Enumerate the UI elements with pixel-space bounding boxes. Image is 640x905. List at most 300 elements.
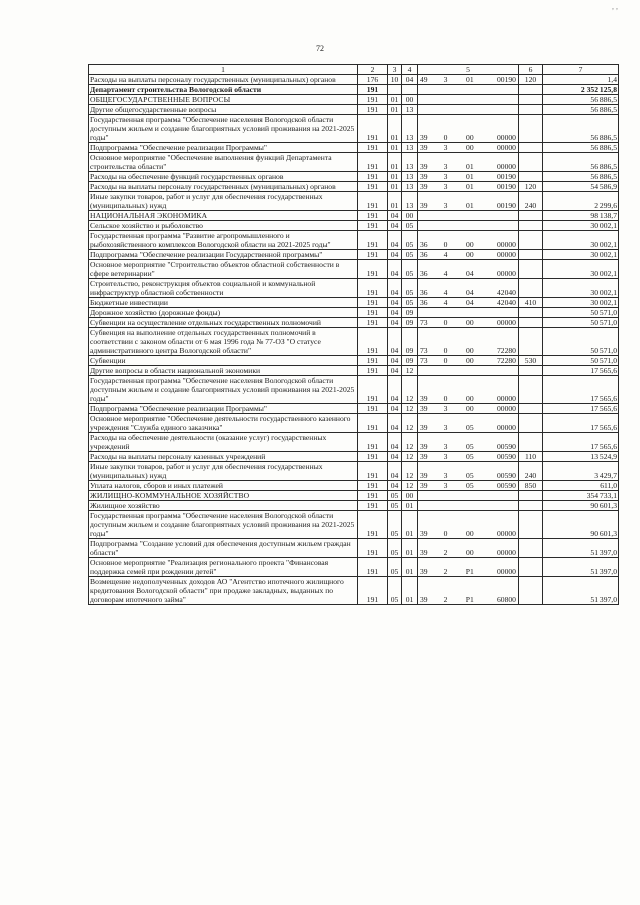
row-col-3: 10 [388, 75, 402, 85]
row-col-5 [418, 433, 519, 452]
row-col-5 [418, 172, 519, 182]
row-col-5 [418, 558, 519, 577]
target-code-part: 05 [466, 452, 474, 461]
target-code-part: 3 [443, 404, 448, 413]
row-col-3: 04 [388, 481, 402, 491]
row-col-5 [418, 539, 519, 558]
target-code-part: 00000 [496, 567, 516, 576]
row-col-3: 01 [388, 143, 402, 153]
row-col-5 [418, 511, 519, 539]
row-col-3: 04 [388, 250, 402, 260]
row-col-6 [519, 172, 543, 182]
table-row [89, 153, 619, 172]
table-row [89, 511, 619, 539]
target-code [418, 442, 518, 451]
row-col-7: 13 524,9 [543, 452, 619, 462]
target-code-part: 00190 [496, 182, 516, 191]
target-code-part: 39 [420, 423, 428, 432]
page-number: 72 [316, 44, 324, 53]
row-col-3: 04 [388, 308, 402, 318]
row-col-3: 04 [388, 298, 402, 308]
table-row [89, 404, 619, 414]
target-code-part: 3 [443, 172, 448, 181]
row-col-6: 850 [519, 481, 543, 491]
row-col-4: 00 [402, 491, 418, 501]
target-code-part: 49 [420, 75, 428, 84]
row-col-4: 13 [402, 192, 418, 211]
row-col-7: 30 002,1 [543, 279, 619, 298]
target-code-part: 3 [443, 442, 448, 451]
target-code [418, 298, 518, 307]
table-row [89, 105, 619, 115]
target-code-part: 00 [466, 346, 474, 355]
row-col-2: 191 [358, 279, 388, 298]
row-col-6: 530 [519, 356, 543, 366]
row-col-2: 176 [358, 75, 388, 85]
row-col-5 [418, 192, 519, 211]
row-name: Расходы на выплаты персоналу казенных учреждений [89, 452, 358, 462]
table-row [89, 462, 619, 481]
target-code-part: 3 [443, 471, 448, 480]
target-code-part: 00190 [496, 201, 516, 210]
table-body [89, 65, 619, 605]
row-col-7: 17 565,6 [543, 414, 619, 433]
row-col-5 [418, 318, 519, 328]
target-code-part: 36 [420, 250, 428, 259]
row-col-5 [418, 153, 519, 172]
target-code [418, 346, 518, 355]
target-code-part: 3 [443, 481, 448, 490]
row-col-2: 191 [358, 95, 388, 105]
row-col-2: 191 [358, 221, 388, 231]
target-code-part: 00 [466, 394, 474, 403]
table-row [89, 211, 619, 221]
target-code [418, 240, 518, 249]
target-code-part: 73 [420, 356, 428, 365]
target-code-part: 00000 [496, 529, 516, 538]
row-name: Бюджетные инвестиции [89, 298, 358, 308]
target-code [418, 143, 518, 152]
row-col-4: 13 [402, 115, 418, 143]
row-name: Основное мероприятие "Обеспечение выполнения функций Департамента строительства области" [89, 153, 358, 172]
row-col-7: 354 733,1 [543, 491, 619, 501]
row-name: Иные закупки товаров, работ и услуг для обеспечения государственных (муниципальных) нужд [89, 192, 358, 211]
row-col-7: 56 886,5 [543, 115, 619, 143]
row-col-7: 611,0 [543, 481, 619, 491]
row-col-4: 05 [402, 231, 418, 250]
row-col-5 [418, 105, 519, 115]
row-col-5 [418, 85, 519, 95]
target-code-part: 0 [443, 356, 448, 365]
table-row [89, 143, 619, 153]
row-col-6 [519, 221, 543, 231]
row-col-4: 05 [402, 221, 418, 231]
target-code-part: 39 [420, 201, 428, 210]
row-name: Подпрограмма "Создание условий для обеспечения доступным жильем граждан области" [89, 539, 358, 558]
target-code-part: 4 [443, 269, 448, 278]
row-col-2: 191 [358, 501, 388, 511]
header-col-7: 7 [543, 65, 619, 75]
row-name: Основное мероприятие "Обеспечение деятельности государственного казенного учреждения "Служба единого заказчика" [89, 414, 358, 433]
target-code-part: 00000 [496, 318, 516, 327]
target-code-part: 39 [420, 529, 428, 538]
row-name: Строительство, реконструкция объектов социальной и коммунальной инфраструктур областной собственности [89, 279, 358, 298]
target-code [418, 548, 518, 557]
row-col-4: 01 [402, 558, 418, 577]
target-code-part: 4 [443, 250, 448, 259]
target-code-part: 39 [420, 162, 428, 171]
target-code-part: 2 [443, 595, 448, 604]
target-code [418, 595, 518, 604]
target-code-part: 05 [466, 423, 474, 432]
row-col-6 [519, 260, 543, 279]
table-row [89, 182, 619, 192]
table-row [89, 481, 619, 491]
row-col-2: 191 [358, 260, 388, 279]
target-code-part: 39 [420, 471, 428, 480]
row-col-7: 1,4 [543, 75, 619, 85]
row-col-3: 04 [388, 356, 402, 366]
row-col-4: 12 [402, 404, 418, 414]
row-name: Основное мероприятие "Строительство объектов областной собственности в сфере ветеринарии" [89, 260, 358, 279]
row-col-7: 56 886,5 [543, 153, 619, 172]
target-code-part: 39 [420, 404, 428, 413]
row-col-5 [418, 250, 519, 260]
target-code-part: 00000 [496, 548, 516, 557]
table-row [89, 577, 619, 605]
row-col-3: 05 [388, 558, 402, 577]
target-code [418, 288, 518, 297]
row-col-2: 191 [358, 298, 388, 308]
row-col-6 [519, 501, 543, 511]
row-col-2: 191 [358, 452, 388, 462]
target-code-part: P1 [465, 595, 474, 604]
row-col-6 [519, 577, 543, 605]
row-col-5 [418, 231, 519, 250]
target-code [418, 250, 518, 259]
row-name: Возмещение недополученных доходов АО "Агентство ипотечного жилищного кредитования Вологодской области" при продаже закладных, выданных по договорам ипотечного займа" [89, 577, 358, 605]
row-col-4: 05 [402, 298, 418, 308]
row-col-6 [519, 153, 543, 172]
row-col-7: 50 571,0 [543, 328, 619, 356]
row-col-7: 30 002,1 [543, 250, 619, 260]
table-row [89, 221, 619, 231]
target-code-part: 01 [466, 172, 474, 181]
table-row [89, 452, 619, 462]
target-code-part: 00000 [496, 162, 516, 171]
row-col-4: 09 [402, 308, 418, 318]
target-code [418, 182, 518, 191]
row-name: Подпрограмма "Обеспечение реализации Программы" [89, 404, 358, 414]
row-name: Жилищное хозяйство [89, 501, 358, 511]
row-col-5 [418, 356, 519, 366]
row-col-2: 191 [358, 433, 388, 452]
table-row [89, 115, 619, 143]
row-col-6 [519, 511, 543, 539]
target-code [418, 269, 518, 278]
row-col-6 [519, 143, 543, 153]
row-col-3: 04 [388, 279, 402, 298]
row-col-5 [418, 501, 519, 511]
table-row [89, 376, 619, 404]
target-code-part: 00590 [496, 442, 516, 451]
row-col-6 [519, 558, 543, 577]
row-col-6 [519, 250, 543, 260]
row-col-5 [418, 376, 519, 404]
row-col-7: 3 429,7 [543, 462, 619, 481]
row-col-5 [418, 414, 519, 433]
row-col-5 [418, 182, 519, 192]
row-col-6: 110 [519, 452, 543, 462]
target-code-part: 0 [443, 133, 448, 142]
target-code [418, 356, 518, 365]
target-code-part: 36 [420, 240, 428, 249]
header-col-1: 1 [89, 65, 358, 75]
row-col-5 [418, 298, 519, 308]
row-name: Дорожное хозяйство (дорожные фонды) [89, 308, 358, 318]
row-col-7: 17 565,6 [543, 366, 619, 376]
row-name: Государственная программа "Обеспечение населения Вологодской области доступным жильем и создание благоприятных условий проживания на 2021-2025 годы" [89, 115, 358, 143]
target-code-part: 04 [466, 269, 474, 278]
target-code-part: 72280 [496, 346, 516, 355]
row-col-7: 56 886,5 [543, 143, 619, 153]
row-col-3 [388, 85, 402, 95]
target-code-part: 42040 [496, 288, 516, 297]
row-col-2: 191 [358, 105, 388, 115]
row-col-6 [519, 376, 543, 404]
target-code-part: 01 [466, 162, 474, 171]
target-code-part: 73 [420, 318, 428, 327]
row-col-7: 30 002,1 [543, 231, 619, 250]
row-col-4: 12 [402, 366, 418, 376]
row-col-5 [418, 115, 519, 143]
target-code-part: 00000 [496, 269, 516, 278]
row-col-4: 01 [402, 501, 418, 511]
row-name: Другие общегосударственные вопросы [89, 105, 358, 115]
row-col-3: 04 [388, 414, 402, 433]
target-code-part: 00 [466, 318, 474, 327]
row-col-3: 05 [388, 539, 402, 558]
target-code-part: 39 [420, 172, 428, 181]
row-col-4: 05 [402, 260, 418, 279]
row-col-5 [418, 577, 519, 605]
row-name: ЖИЛИЩНО-КОММУНАЛЬНОЕ ХОЗЯЙСТВО [89, 491, 358, 501]
target-code-part: 39 [420, 182, 428, 191]
target-code-part: 72280 [496, 356, 516, 365]
row-col-6 [519, 491, 543, 501]
row-col-6 [519, 414, 543, 433]
row-col-3: 01 [388, 182, 402, 192]
target-code-part: 4 [443, 298, 448, 307]
header-col-6: 6 [519, 65, 543, 75]
row-col-4: 01 [402, 577, 418, 605]
row-col-4: 00 [402, 211, 418, 221]
row-col-7: 50 571,0 [543, 308, 619, 318]
row-name: Расходы на выплаты персоналу государственных (муниципальных) органов [89, 182, 358, 192]
row-col-4: 09 [402, 328, 418, 356]
target-code-part: 01 [466, 75, 474, 84]
row-col-7: 30 002,1 [543, 260, 619, 279]
row-col-2: 191 [358, 577, 388, 605]
row-col-4: 12 [402, 414, 418, 433]
row-col-2: 191 [358, 172, 388, 182]
row-col-7: 56 886,5 [543, 105, 619, 115]
row-col-2: 191 [358, 231, 388, 250]
row-col-3: 04 [388, 452, 402, 462]
row-col-4: 12 [402, 462, 418, 481]
row-col-4: 13 [402, 172, 418, 182]
row-name: Уплата налогов, сборов и иных платежей [89, 481, 358, 491]
row-col-3: 01 [388, 153, 402, 172]
target-code-part: 05 [466, 442, 474, 451]
table-row [89, 558, 619, 577]
row-col-4: 13 [402, 182, 418, 192]
row-col-3: 01 [388, 172, 402, 182]
row-col-3: 04 [388, 328, 402, 356]
target-code [418, 452, 518, 461]
row-col-4: 12 [402, 452, 418, 462]
row-col-2: 191 [358, 182, 388, 192]
target-code-part: 0 [443, 394, 448, 403]
row-col-3: 04 [388, 260, 402, 279]
row-col-6: 410 [519, 298, 543, 308]
row-col-4: 12 [402, 376, 418, 404]
row-name: Государственная программа "Обеспечение населения Вологодской области доступным жильем и создание благоприятных условий проживания на 2021-2025 годы" [89, 511, 358, 539]
row-col-3: 01 [388, 115, 402, 143]
row-col-3: 05 [388, 501, 402, 511]
header-col-2: 2 [358, 65, 388, 75]
target-code [418, 201, 518, 210]
table-row [89, 85, 619, 95]
row-col-3: 04 [388, 462, 402, 481]
row-col-2: 191 [358, 481, 388, 491]
row-col-4: 13 [402, 153, 418, 172]
row-col-3: 04 [388, 221, 402, 231]
row-col-5 [418, 75, 519, 85]
row-col-6: 240 [519, 192, 543, 211]
target-code-part: 3 [443, 452, 448, 461]
row-col-4: 05 [402, 250, 418, 260]
row-col-2: 191 [358, 376, 388, 404]
row-col-6: 120 [519, 75, 543, 85]
row-col-5 [418, 279, 519, 298]
row-col-6: 240 [519, 462, 543, 481]
row-col-6 [519, 85, 543, 95]
table-row [89, 414, 619, 433]
row-name: ОБЩЕГОСУДАРСТВЕННЫЕ ВОПРОСЫ [89, 95, 358, 105]
row-col-3: 04 [388, 318, 402, 328]
target-code-part: 0 [443, 240, 448, 249]
target-code [418, 75, 518, 84]
table-row [89, 491, 619, 501]
row-col-3: 05 [388, 577, 402, 605]
row-col-3: 04 [388, 404, 402, 414]
row-col-3: 04 [388, 211, 402, 221]
target-code-part: 42040 [496, 298, 516, 307]
row-col-5 [418, 308, 519, 318]
target-code [418, 394, 518, 403]
row-col-4: 13 [402, 105, 418, 115]
target-code [418, 471, 518, 480]
row-col-2: 191 [358, 115, 388, 143]
target-code-part: 36 [420, 298, 428, 307]
row-col-2: 191 [358, 558, 388, 577]
row-col-6 [519, 366, 543, 376]
row-col-7: 98 138,7 [543, 211, 619, 221]
row-col-6 [519, 211, 543, 221]
row-col-7: 30 002,1 [543, 221, 619, 231]
row-col-5 [418, 491, 519, 501]
target-code-part: 73 [420, 346, 428, 355]
row-col-6 [519, 404, 543, 414]
row-col-4: 05 [402, 279, 418, 298]
row-col-6 [519, 433, 543, 452]
row-col-5 [418, 221, 519, 231]
row-col-2: 191 [358, 192, 388, 211]
row-col-2: 191 [358, 308, 388, 318]
row-col-7: 17 565,6 [543, 376, 619, 404]
row-col-5 [418, 143, 519, 153]
target-code-part: 39 [420, 394, 428, 403]
target-code-part: 00190 [496, 172, 516, 181]
row-col-4: 12 [402, 481, 418, 491]
row-col-2: 191 [358, 153, 388, 172]
row-col-6 [519, 328, 543, 356]
row-col-2: 191 [358, 462, 388, 481]
target-code-part: 60800 [496, 595, 516, 604]
row-col-3: 05 [388, 511, 402, 539]
target-code-part: 00000 [496, 143, 516, 152]
target-code-part: 00190 [496, 75, 516, 84]
row-col-2: 191 [358, 143, 388, 153]
budget-table [88, 64, 619, 605]
target-code-part: 00000 [496, 423, 516, 432]
row-col-4: 01 [402, 539, 418, 558]
target-code-part: 3 [443, 182, 448, 191]
row-col-2: 191 [358, 328, 388, 356]
table-row [89, 356, 619, 366]
row-col-7: 56 886,5 [543, 172, 619, 182]
table-row [89, 539, 619, 558]
target-code-part: 39 [420, 567, 428, 576]
table-row [89, 231, 619, 250]
row-name: Другие вопросы в области национальной экономики [89, 366, 358, 376]
row-col-3: 05 [388, 491, 402, 501]
row-col-6 [519, 308, 543, 318]
row-col-6 [519, 115, 543, 143]
row-col-7: 2 352 125,8 [543, 85, 619, 95]
row-col-6 [519, 318, 543, 328]
target-code-part: 00000 [496, 404, 516, 413]
target-code-part: 4 [443, 288, 448, 297]
target-code-part: 3 [443, 423, 448, 432]
row-col-2: 191 [358, 491, 388, 501]
target-code-part: 39 [420, 133, 428, 142]
row-col-4: 01 [402, 511, 418, 539]
row-name: Субвенции [89, 356, 358, 366]
row-name: Иные закупки товаров, работ и услуг для обеспечения государственных (муниципальных) нужд [89, 462, 358, 481]
row-name: Государственная программа "Развитие агропромышленного и рыбохозяйственного комплексов Вологодской области на 2021-2025 годы" [89, 231, 358, 250]
row-name: Департамент строительства Вологодской области [89, 85, 358, 95]
row-col-7: 56 886,5 [543, 95, 619, 105]
scan-corner-mark: , , [612, 2, 618, 11]
target-code-part: 39 [420, 548, 428, 557]
row-name: Расходы на обеспечение функций государственных органов [89, 172, 358, 182]
row-col-5 [418, 366, 519, 376]
target-code-part: 3 [443, 143, 448, 152]
row-col-3: 04 [388, 376, 402, 404]
table-row [89, 328, 619, 356]
